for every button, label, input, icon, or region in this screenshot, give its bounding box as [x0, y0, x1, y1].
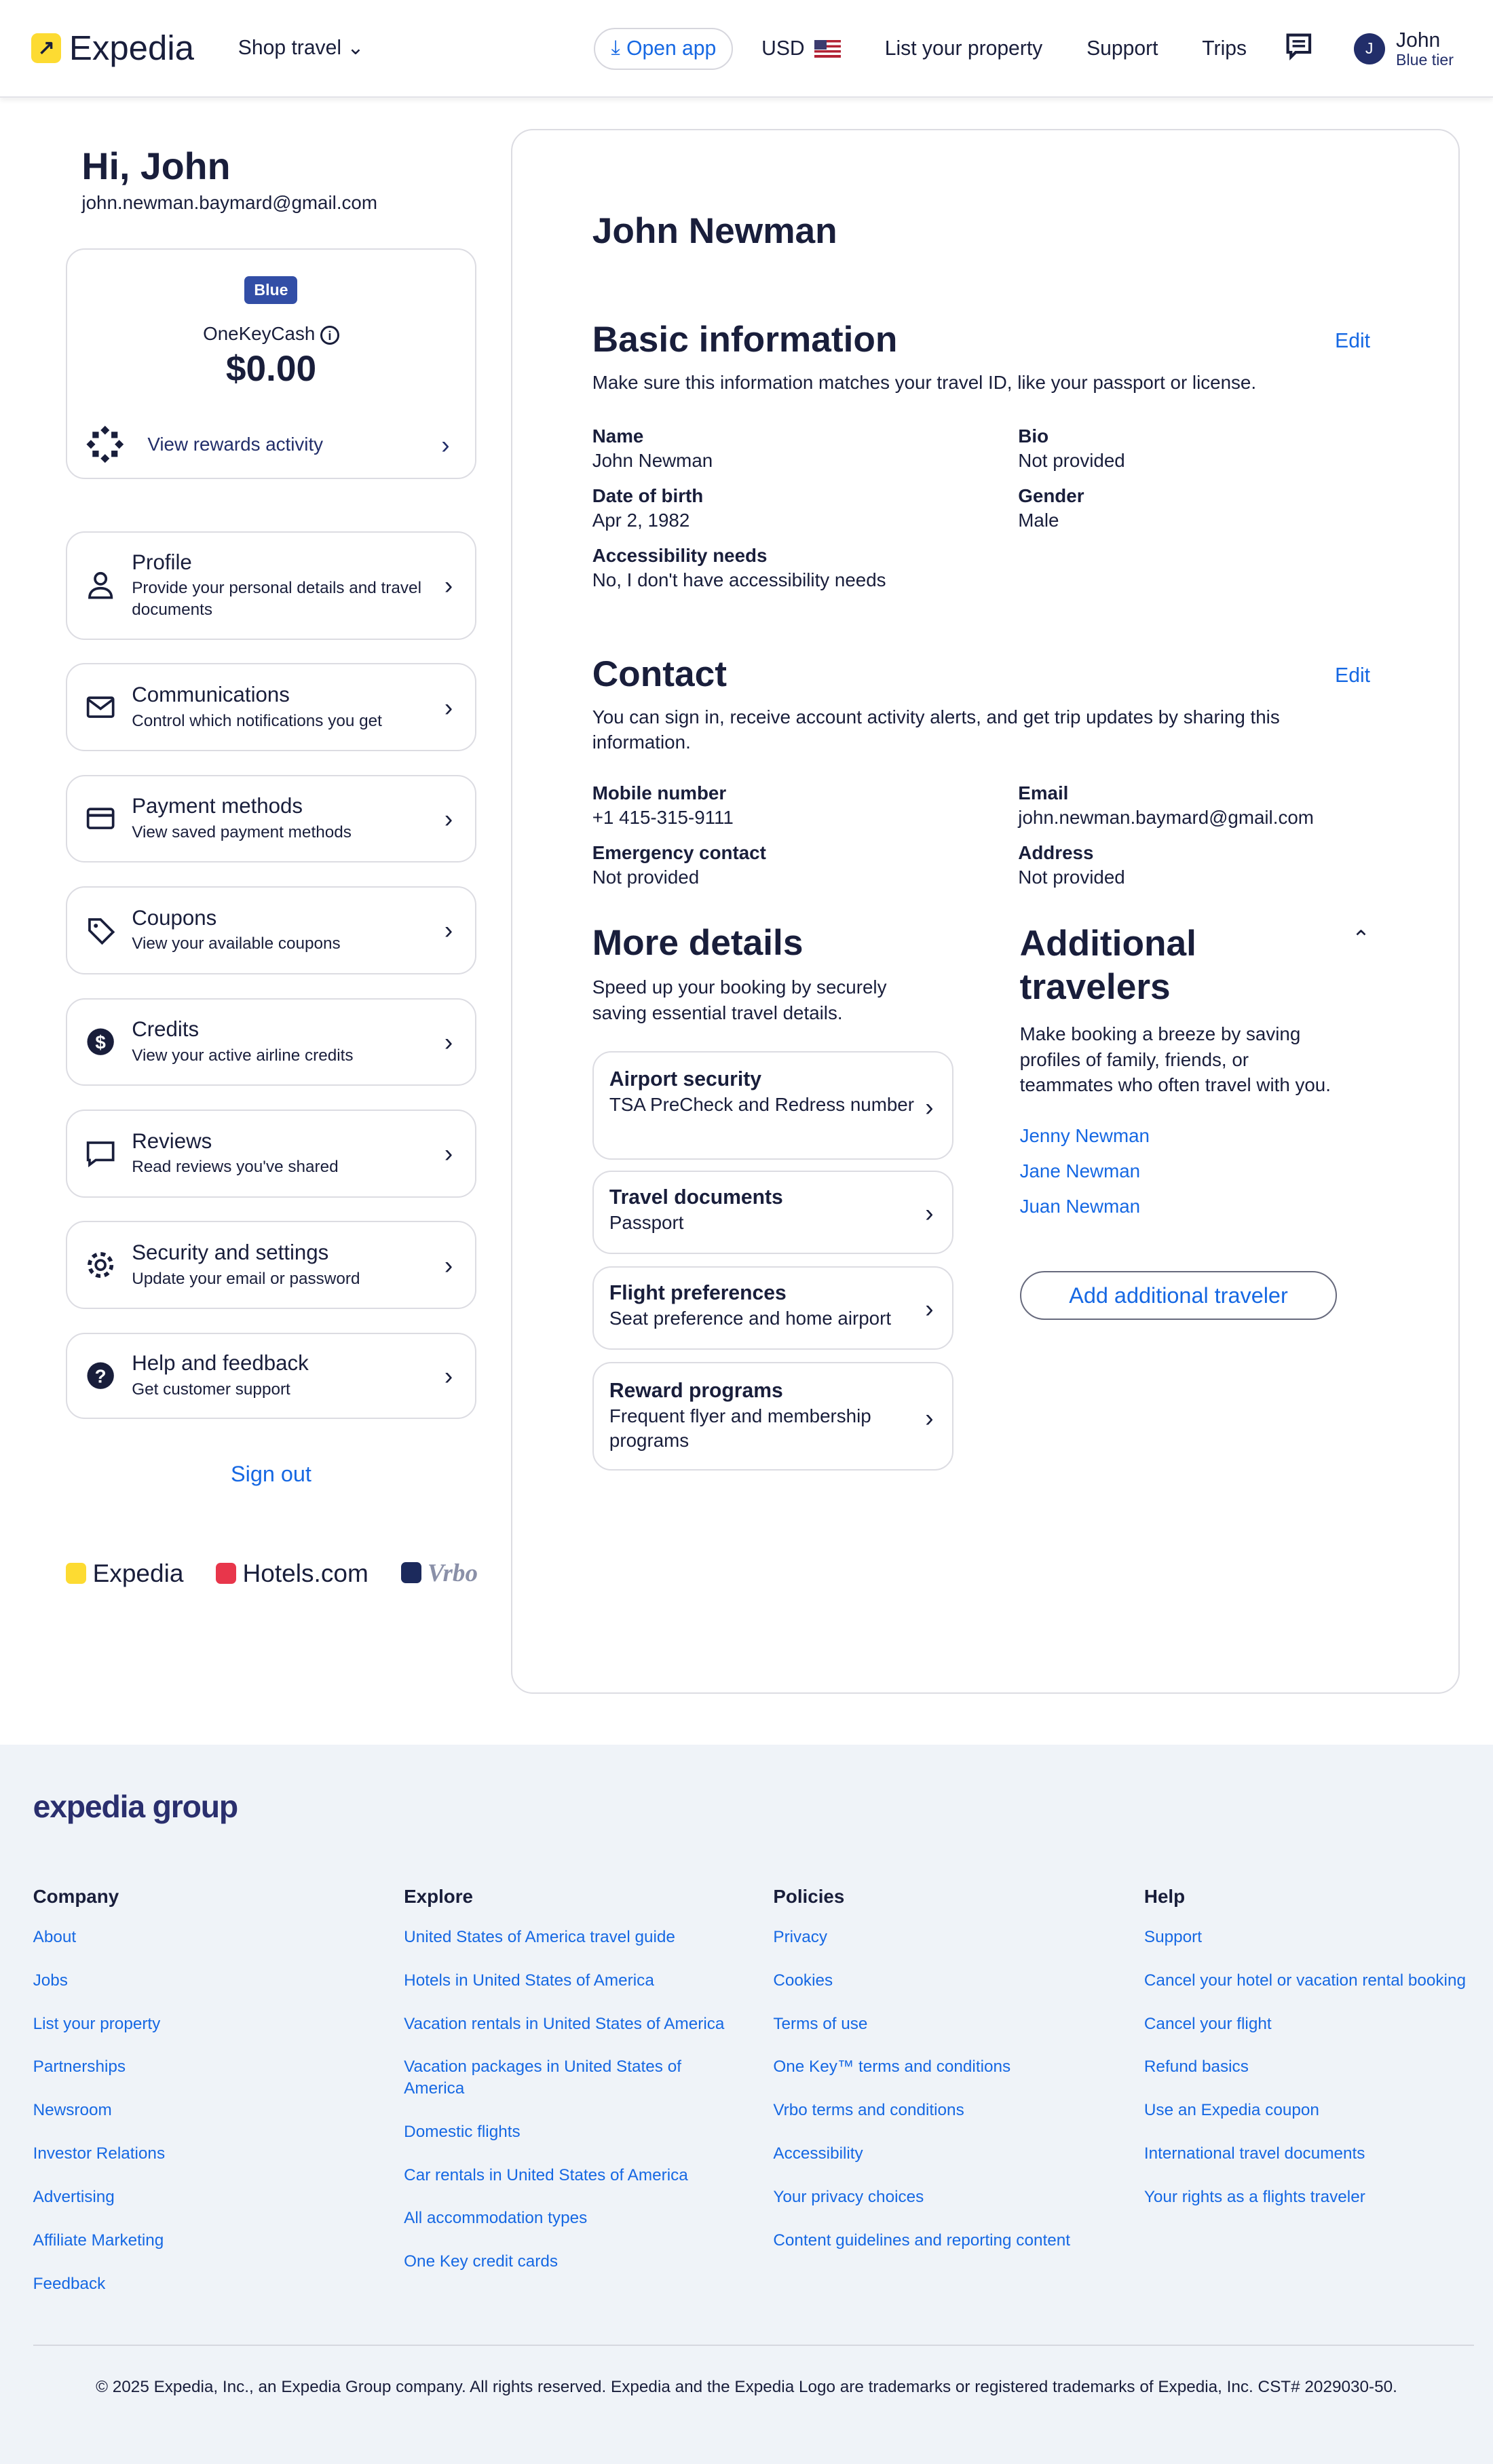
currency-label: USD [761, 37, 805, 60]
add-traveler-button[interactable]: Add additional traveler [1020, 1271, 1338, 1320]
footer-column-title: Help [1144, 1885, 1186, 1907]
hotels-brand-logo: Hotels.com [216, 1559, 368, 1588]
person-icon [85, 569, 116, 601]
sidebar-item-credits[interactable] [66, 998, 476, 1086]
footer-link[interactable]: Vacation rentals in United States of America [404, 2014, 725, 2033]
details-card-description: Seat preference and home airport [609, 1308, 892, 1329]
rewards-card [66, 248, 476, 479]
details-card-airport-security[interactable] [592, 1051, 954, 1160]
field-mobile-number [592, 781, 734, 830]
info-icon[interactable]: i [320, 326, 339, 345]
field-value: john.newman.baymard@gmail.com [1018, 806, 1314, 828]
tier-badge: Blue [244, 276, 297, 304]
sidebar-item-text [132, 550, 445, 621]
more-details-section [592, 922, 1371, 1452]
footer-link[interactable]: United States of America travel guide [404, 1927, 675, 1946]
section-description: Speed up your booking by securely saving essential travel details. [592, 977, 887, 1023]
sidebar-item-title: Security and settings [132, 1240, 329, 1265]
chevron-right-icon: › [444, 692, 453, 721]
contact-section [592, 653, 1371, 888]
chevron-down-icon: ⌄ [347, 37, 364, 60]
footer-link[interactable]: One Key™ terms and conditions [773, 2058, 1011, 2077]
field-address [1018, 841, 1125, 890]
footer-link[interactable]: Use an Expedia coupon [1144, 2101, 1319, 2120]
field-value: Not provided [1018, 450, 1125, 472]
expedia-brand-logo: Expedia [66, 1559, 183, 1588]
sidebar-item-profile[interactable] [66, 531, 476, 640]
sidebar-item-text [132, 1240, 445, 1289]
traveler-link[interactable]: Jane Newman [1019, 1160, 1141, 1181]
messages-icon[interactable] [1285, 32, 1313, 66]
sidebar-item-text [132, 683, 445, 732]
chevron-right-icon: › [925, 1403, 934, 1433]
chevron-right-icon: › [444, 915, 453, 945]
sidebar-item-description: Read reviews you've shared [132, 1158, 339, 1177]
footer-link[interactable]: Vacation packages in United States of America [404, 2058, 681, 2098]
support-link[interactable]: Support [1086, 37, 1158, 60]
onekeycash-amount: $0.00 [225, 348, 317, 389]
field-label: Address [1018, 841, 1094, 863]
field-gender [1018, 484, 1084, 533]
footer-link[interactable]: About [33, 1927, 77, 1946]
expedia-logo[interactable] [31, 28, 194, 68]
details-card-text [609, 1068, 925, 1158]
footer-link[interactable]: Domestic flights [404, 2122, 521, 2141]
sidebar-item-title: Coupons [132, 905, 217, 930]
footer-link[interactable]: List your property [33, 2014, 161, 2033]
footer-column-help [1144, 1886, 1474, 2230]
expedia-logo-icon: ↗ [31, 33, 61, 63]
traveler-link[interactable]: Juan Newman [1019, 1195, 1141, 1217]
section-description: Make booking a breeze by saving profiles of family, friends, or teammates who often travel with you. [1019, 1023, 1331, 1096]
user-email: john.newman.baymard@gmail.com [81, 191, 378, 213]
field-name [592, 424, 713, 473]
section-title: Additional travelers [1019, 924, 1196, 1007]
footer-divider [33, 2345, 1475, 2346]
chevron-right-icon: › [441, 430, 450, 459]
sidebar-item-reviews[interactable] [66, 1110, 476, 1198]
field-label: Date of birth [592, 485, 704, 506]
sidebar-item-description: View saved payment methods [132, 823, 352, 842]
field-value: No, I don't have accessibility needs [592, 569, 886, 591]
chevron-right-icon: › [444, 1139, 453, 1168]
field-label: Bio [1018, 425, 1049, 447]
footer-link[interactable]: All accommodation types [404, 2209, 588, 2228]
traveler-link[interactable]: Jenny Newman [1019, 1124, 1150, 1146]
sign-out-link[interactable]: Sign out [231, 1461, 311, 1486]
sidebar-item-title: Profile [132, 550, 192, 574]
sidebar-item-security-and-settings[interactable] [66, 1221, 476, 1309]
field-label: Gender [1018, 485, 1084, 506]
sidebar-item-text [132, 794, 445, 843]
sidebar-item-title: Help and feedback [132, 1351, 309, 1376]
footer-link[interactable]: Your rights as a flights traveler [1144, 2188, 1365, 2207]
footer-link[interactable]: Jobs [33, 1971, 68, 1990]
footer-link[interactable]: Hotels in United States of America [404, 1971, 654, 1990]
footer-column-title: Explore [404, 1885, 473, 1907]
expedia-group-logo: expedia group [33, 1789, 238, 1825]
footer-link[interactable]: Vrbo terms and conditions [773, 2101, 964, 2120]
sidebar-item-text [132, 1129, 445, 1178]
trips-link[interactable]: Trips [1202, 37, 1247, 60]
footer-link[interactable]: Accessibility [773, 2144, 863, 2163]
details-card-travel-documents[interactable] [592, 1171, 954, 1254]
footer-link[interactable]: Your privacy choices [773, 2188, 924, 2207]
field-label: Mobile number [592, 782, 727, 803]
list-property-link[interactable]: List your property [884, 37, 1043, 60]
chevron-right-icon: › [925, 1092, 934, 1121]
section-title: Basic information [592, 319, 898, 360]
field-value: Not provided [592, 866, 700, 888]
additional-travelers-section [1020, 922, 1334, 1098]
footer-link[interactable]: Cookies [773, 1971, 833, 1990]
footer-link[interactable]: Refund basics [1144, 2058, 1249, 2077]
footer-column-policies [773, 1886, 1103, 2273]
details-card-title: Airport security [609, 1068, 761, 1091]
details-card-title: Flight preferences [609, 1282, 787, 1305]
footer-link[interactable]: Cancel your flight [1144, 2014, 1272, 2033]
field-label: Name [592, 425, 644, 447]
view-rewards-link[interactable] [86, 425, 450, 463]
svg-text:$: $ [95, 1031, 106, 1053]
field-label: Emergency contact [592, 841, 766, 863]
dollar-icon [85, 1026, 116, 1057]
footer-link[interactable]: Content guidelines and reporting content [773, 2231, 1071, 2250]
section-title: More details [592, 923, 804, 964]
svg-text:?: ? [94, 1365, 107, 1387]
footer-column-company [33, 1886, 363, 2317]
details-card-text [609, 1282, 925, 1348]
footer-link[interactable]: One Key credit cards [404, 2252, 559, 2271]
credit-card-icon [85, 803, 116, 834]
open-app-button[interactable] [594, 28, 733, 71]
field-accessibility-needs [592, 544, 886, 592]
chevron-up-icon[interactable]: ⌃ [1351, 926, 1371, 951]
open-app-label: Open app [626, 37, 717, 60]
details-card-text [609, 1380, 925, 1470]
sidebar-item-coupons[interactable] [66, 886, 476, 974]
chevron-right-icon: › [444, 1361, 453, 1390]
chat-icon [85, 1138, 116, 1169]
section-description: Make sure this information matches your travel ID, like your passport or license. [592, 371, 1257, 393]
field-emergency-contact [592, 841, 766, 890]
greeting: Hi, John [81, 145, 231, 188]
footer-link[interactable]: Car rentals in United States of America [404, 2165, 688, 2184]
edit-contact-button[interactable]: Edit [1335, 664, 1371, 687]
sidebar-item-communications[interactable] [66, 663, 476, 751]
chevron-right-icon: › [925, 1198, 934, 1227]
sidebar-item-text [132, 1017, 445, 1066]
sidebar-item-title: Reviews [132, 1129, 212, 1153]
sidebar-item-description: Control which notifications you get [132, 711, 382, 730]
sidebar-item-description: Get customer support [132, 1380, 290, 1399]
footer-column-explore [404, 1886, 734, 2294]
onekeycash-label: OneKeyCash [203, 322, 316, 344]
field-value: John Newman [592, 450, 713, 472]
sidebar-item-text [132, 1351, 445, 1400]
chevron-right-icon: › [444, 571, 453, 600]
details-card-reward-programs[interactable] [592, 1362, 954, 1471]
vrbo-brand-logo: Vrbo [401, 1559, 478, 1588]
sidebar-item-description: Provide your personal details and travel documents [132, 579, 421, 619]
sidebar-item-description: View your active airline credits [132, 1046, 354, 1065]
mail-icon [85, 691, 116, 723]
details-card-title: Reward programs [609, 1379, 783, 1402]
shop-travel-menu[interactable] [238, 36, 364, 60]
us-flag-icon [814, 40, 841, 57]
chevron-right-icon: › [444, 1250, 453, 1279]
field-value: Not provided [1018, 866, 1125, 888]
avatar: J [1354, 33, 1385, 64]
edit-basic-info-button[interactable]: Edit [1335, 329, 1371, 352]
top-nav [0, 0, 1493, 98]
section-description: You can sign in, receive account activity alerts, and get trip updates by sharing this information. [592, 706, 1280, 753]
field-date-of-birth [592, 484, 704, 533]
sidebar-item-description: Update your email or password [132, 1269, 360, 1288]
sidebar-item-description: View your available coupons [132, 934, 341, 953]
sidebar-item-title: Payment methods [132, 794, 303, 818]
basic-information-section [592, 319, 1371, 591]
profile-name: John Newman [592, 210, 837, 251]
user-tier: Blue tier [1396, 50, 1454, 69]
footer-link[interactable]: Cancel your hotel or vacation rental booking [1144, 1971, 1466, 1990]
footer-link[interactable]: Feedback [33, 2274, 106, 2293]
footer-link[interactable]: Partnerships [33, 2058, 126, 2077]
footer-link[interactable]: Support [1144, 1927, 1202, 1946]
footer-link[interactable]: Affiliate Marketing [33, 2231, 164, 2250]
sidebar-item-help-and-feedback[interactable] [66, 1333, 476, 1419]
footer-column-title: Company [33, 1885, 119, 1907]
view-rewards-label: View rewards activity [147, 434, 324, 455]
brand-name: Expedia [69, 29, 194, 68]
footer-link[interactable]: Privacy [773, 1927, 828, 1946]
profile-panel [511, 129, 1460, 1694]
footer-link[interactable]: Advertising [33, 2188, 115, 2207]
tag-icon [85, 915, 116, 946]
footer-link[interactable]: International travel documents [1144, 2144, 1365, 2163]
details-card-text [609, 1186, 925, 1253]
details-card-description: TSA PreCheck and Redress number [609, 1094, 914, 1116]
field-value: +1 415-315-9111 [592, 806, 734, 828]
details-card-description: Frequent flyer and membership programs [609, 1405, 871, 1452]
account-menu[interactable] [1354, 29, 1454, 69]
details-card-title: Travel documents [609, 1186, 783, 1209]
field-label: Email [1018, 782, 1069, 803]
section-title: Contact [592, 654, 727, 695]
currency-selector[interactable] [761, 37, 841, 60]
details-card-flight-preferences[interactable] [592, 1266, 954, 1350]
footer-link[interactable]: Newsroom [33, 2101, 112, 2120]
user-name: John [1396, 29, 1441, 52]
brand-logos [66, 1559, 478, 1588]
shop-travel-label: Shop travel [238, 37, 342, 60]
sidebar-item-text [132, 906, 445, 955]
field-bio [1018, 424, 1125, 473]
footer-link[interactable]: Investor Relations [33, 2144, 166, 2163]
field-value: Male [1018, 510, 1059, 531]
footer-column-title: Policies [773, 1885, 845, 1907]
field-value: Apr 2, 1982 [592, 510, 690, 531]
field-email [1018, 781, 1314, 830]
download-icon: ⤓ [611, 37, 620, 60]
sidebar-item-title: Credits [132, 1017, 200, 1042]
copyright: © 2025 Expedia, Inc., an Expedia Group company. All rights reserved. Expedia and the Expedia Logo are trademarks or registered trademarks of Expedia, Inc. CST# 2029030-50. [96, 2377, 1397, 2396]
gear-icon [85, 1249, 116, 1281]
sidebar-item-title: Communications [132, 682, 290, 706]
rewards-icon [86, 425, 124, 463]
chevron-right-icon: › [925, 1294, 934, 1323]
field-label: Accessibility needs [592, 544, 768, 566]
footer-link[interactable]: Terms of use [773, 2014, 868, 2033]
chevron-right-icon: › [444, 1027, 453, 1056]
chevron-right-icon: › [444, 804, 453, 833]
details-card-description: Passport [609, 1212, 684, 1234]
footer [0, 1745, 1493, 2464]
help-icon [85, 1360, 116, 1391]
sidebar-item-payment-methods[interactable] [66, 775, 476, 863]
